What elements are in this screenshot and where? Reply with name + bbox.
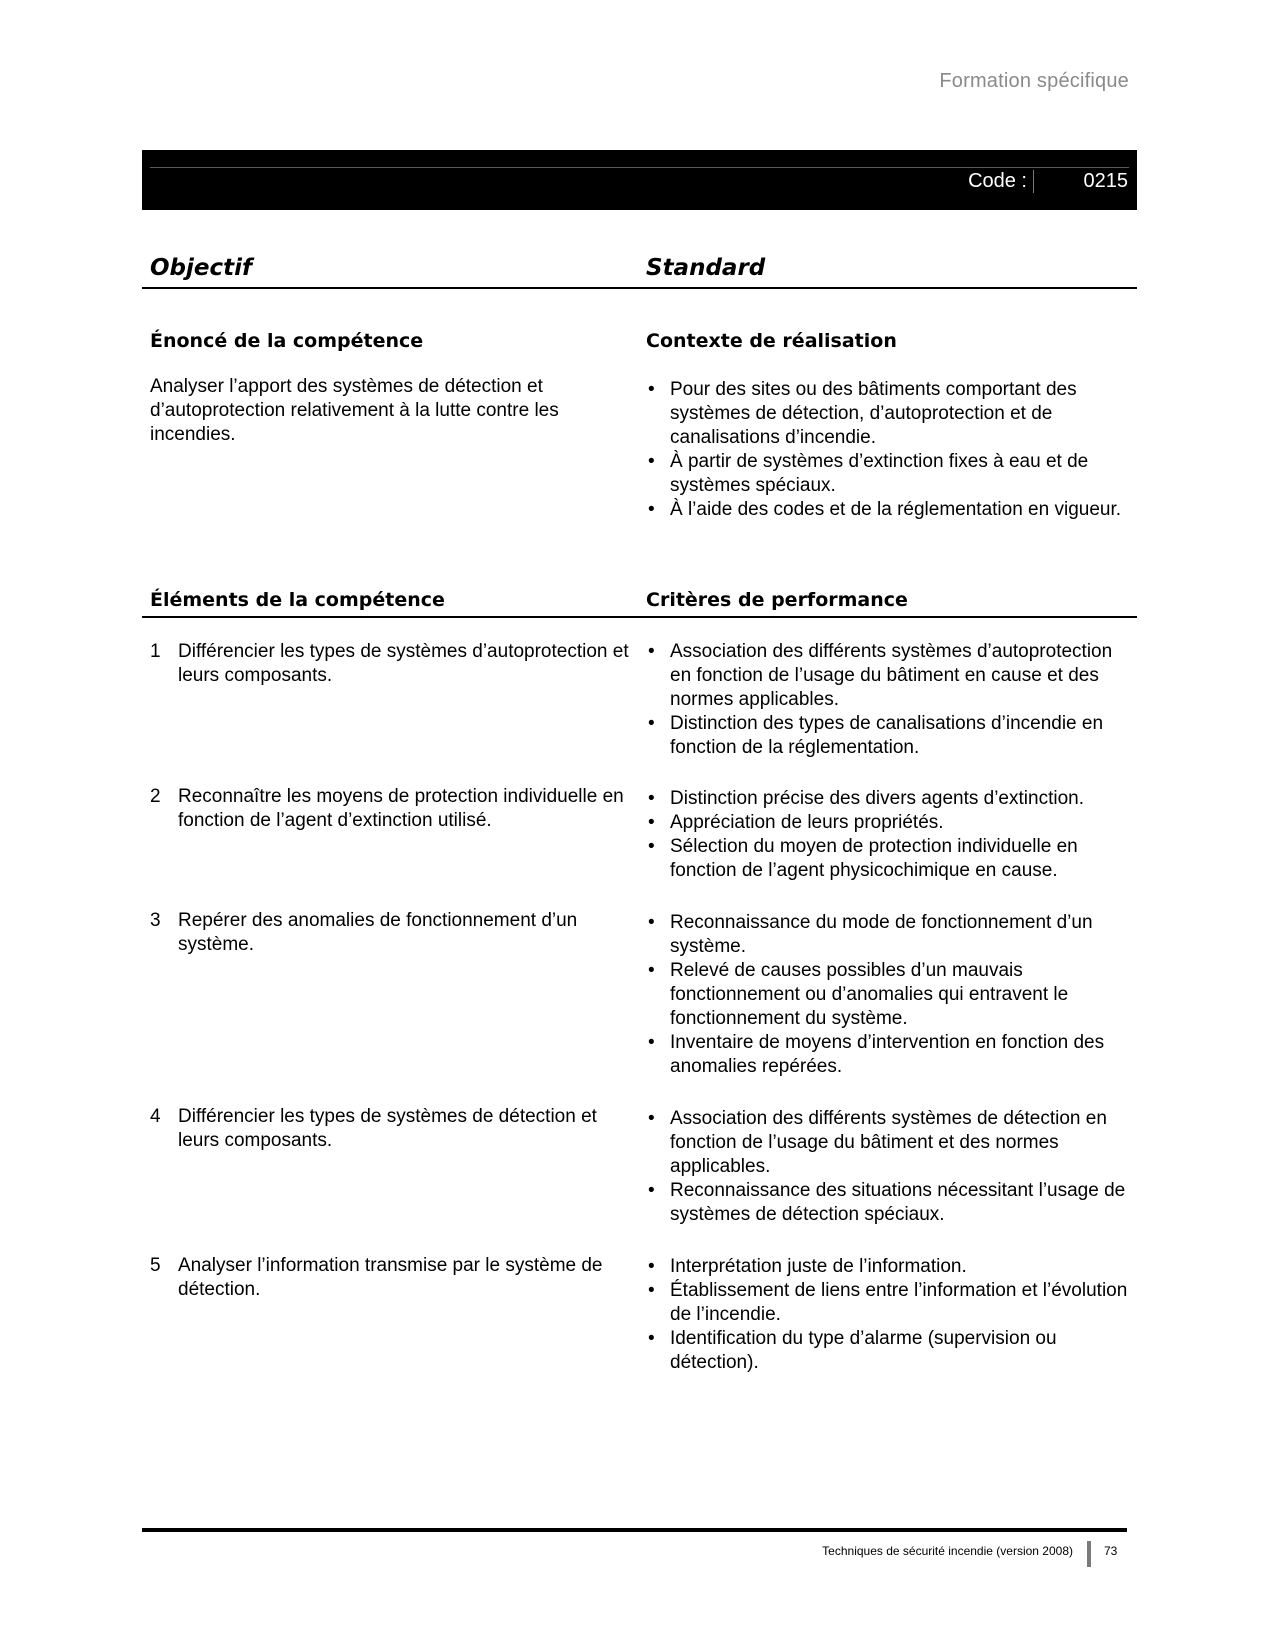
- element-number: 5: [150, 1255, 161, 1276]
- element-number: 3: [150, 910, 161, 931]
- criteria-list-3: [646, 911, 1131, 1079]
- banner-divider: [150, 167, 1129, 168]
- list-item: • Pour des sites ou des bâtiments comportant des systèmes de détection, d’autoprotection et de canalisations d’incendie.: [646, 378, 1131, 450]
- list-item: • Association des différents systèmes d’autoprotection en fonction de l’usage du bâtiment en cause et des normes applicables.: [646, 640, 1131, 712]
- list-item: • Association des différents systèmes de détection en fonction de l’usage du bâtiment et des normes applicables.: [646, 1107, 1131, 1179]
- page-number: 73: [1104, 1544, 1118, 1558]
- context-list: [646, 378, 1131, 522]
- section-rule: [142, 616, 1137, 618]
- code-label: Code :: [968, 170, 1034, 193]
- list-item: • Identification du type d’alarme (supervision ou détection).: [646, 1327, 1131, 1375]
- footer-rule: [142, 1528, 1127, 1532]
- context-title: Contexte de réalisation: [646, 330, 897, 352]
- element-text: Différencier les types de systèmes de détection et leurs composants.: [178, 1106, 597, 1151]
- criteria-list-5: [646, 1255, 1131, 1375]
- list-item: • À l’aide des codes et de la réglementation en vigueur.: [646, 498, 1131, 522]
- element-number: 2: [150, 786, 161, 807]
- list-item: • Interprétation juste de l’information.: [646, 1255, 1131, 1279]
- element-text: Différencier les types de systèmes d’autoprotection et leurs composants.: [178, 641, 629, 686]
- list-item: • Appréciation de leurs propriétés.: [646, 811, 1131, 835]
- list-item: • Reconnaissance des situations nécessitant l’usage de systèmes de détection spéciaux.: [646, 1179, 1131, 1227]
- heading-rule: [142, 287, 1137, 289]
- elements-title: Éléments de la compétence: [150, 589, 445, 611]
- element-item-3: [150, 909, 630, 957]
- element-item-2: [150, 785, 630, 833]
- list-item: • Inventaire de moyens d’intervention en fonction des anomalies repérées.: [646, 1031, 1131, 1079]
- element-item-5: [150, 1254, 630, 1302]
- element-number: 4: [150, 1106, 161, 1127]
- criteria-list-1: [646, 640, 1131, 760]
- objective-heading: Objectif: [150, 255, 253, 281]
- criteria-title: Critères de performance: [646, 589, 908, 611]
- list-item: • Distinction des types de canalisations d’incendie en fonction de la réglementation.: [646, 712, 1131, 760]
- element-item-4: [150, 1105, 630, 1153]
- footer-title: Techniques de sécurité incendie (version 2008): [822, 1544, 1073, 1558]
- code-value: 0215: [1083, 170, 1128, 192]
- standard-heading: Standard: [646, 255, 766, 281]
- element-text: Repérer des anomalies de fonctionnement d’un système.: [178, 910, 578, 955]
- element-text: Analyser l’information transmise par le système de détection.: [178, 1255, 603, 1300]
- element-item-1: [150, 640, 630, 688]
- list-item: • Sélection du moyen de protection individuelle en fonction de l’agent physicochimique en cause.: [646, 835, 1131, 883]
- criteria-list-4: [646, 1107, 1131, 1227]
- criteria-list-2: [646, 787, 1131, 883]
- statement-text: Analyser l’apport des systèmes de détection et d’autoprotection relativement à la lutte contre les incendies.: [150, 376, 559, 445]
- list-item: • À partir de systèmes d’extinction fixes à eau et de systèmes spéciaux.: [646, 450, 1131, 498]
- list-item: • Relevé de causes possibles d’un mauvais fonctionnement ou d’anomalies qui entravent le fonctionnement du système.: [646, 959, 1131, 1031]
- footer-separator: [1087, 1541, 1091, 1567]
- element-text: Reconnaître les moyens de protection individuelle en fonction de l’agent d’extinction utilisé.: [178, 786, 624, 831]
- running-header: Formation spécifique: [939, 70, 1129, 92]
- list-item: • Reconnaissance du mode de fonctionnement d’un système.: [646, 911, 1131, 959]
- list-item: • Distinction précise des divers agents d’extinction.: [646, 787, 1131, 811]
- code-banner: [142, 150, 1137, 210]
- statement-title: Énoncé de la compétence: [150, 330, 424, 352]
- element-number: 1: [150, 641, 161, 662]
- list-item: • Établissement de liens entre l’information et l’évolution de l’incendie.: [646, 1279, 1131, 1327]
